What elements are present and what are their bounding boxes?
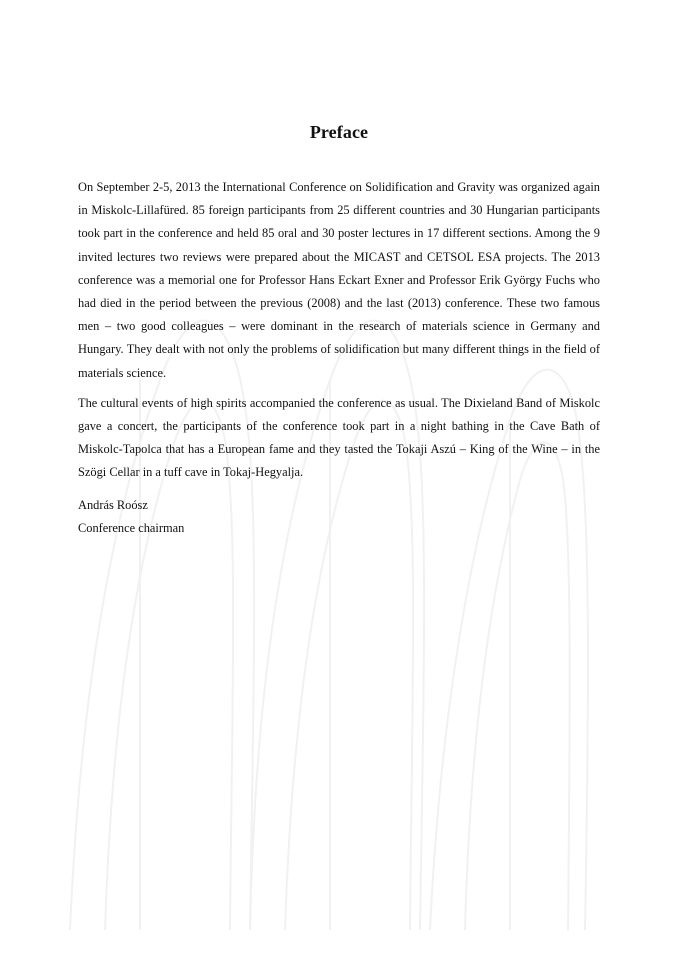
signature-role: Conference chairman — [78, 520, 185, 535]
signature-name: András Roósz — [78, 497, 148, 512]
page-title: Preface — [309, 122, 369, 142]
document-content — [78, 119, 600, 540]
paragraph-conference-summary: On September 2-5, 2013 the International Conference on Solidification and Gravity was organized again in Miskolc-Lillafüred. 85 foreign participants from 25 different countries and 30 Hungarian participants took part in the conference and held 85 oral and 30 poster lectures in 17 different sections. Among the 9 invited lectures two reviews were prepared about the MICAST and CETSOL ESA projects. The 2013 conference was a memorial one for Professor Hans Eckart Exner and Professor Erik György Fuchs who had died in the period between the previous (2008) and the last (2013) conference. These two famous men – two good colleagues – were dominant in the research of materials science in Germany and Hungary. They dealt with not only the problems of solidification but many different things in the field of materials science. — [78, 180, 600, 380]
paragraph-cultural-events: The cultural events of high spirits accompanied the conference as usual. The Dixieland Band of Miskolc gave a concert, the participants of the conference took part in a night bathing in the Cave Bath of Miskolc-Tapolca that has a European fame and they tasted the Tokaji Aszú – King of the Wine – in the Szögi Cellar in a tuff cave in Tokaj-Hegyalja. — [78, 395, 600, 480]
signature-block — [78, 494, 600, 540]
